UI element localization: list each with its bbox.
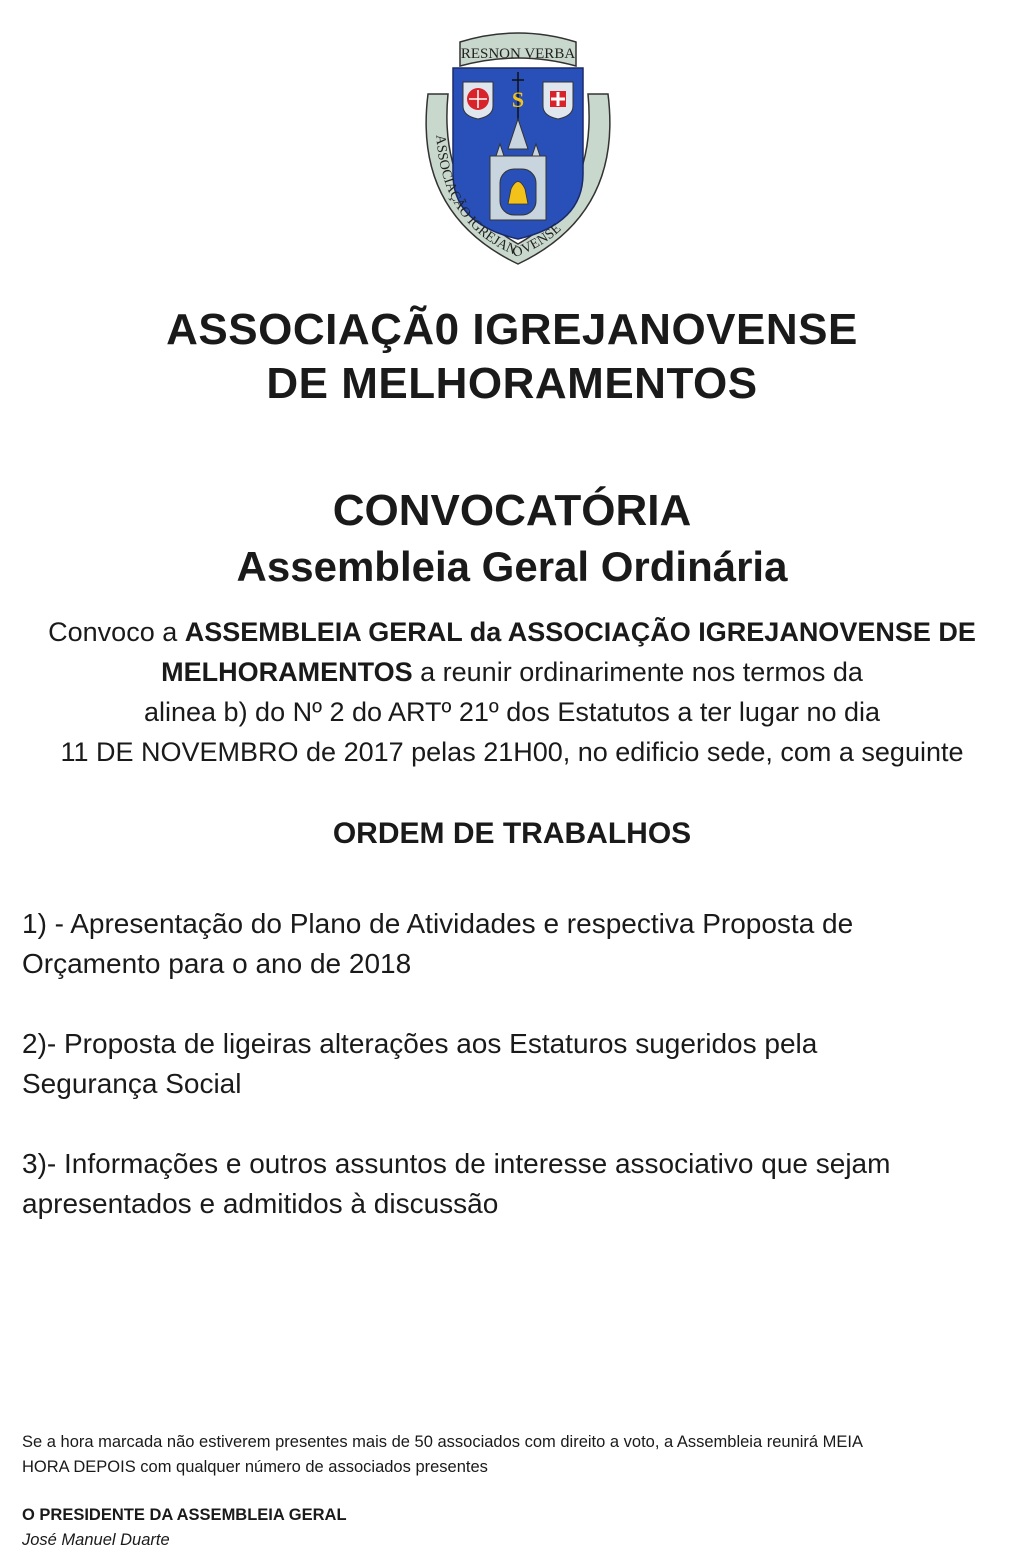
agenda-item-line: Segurança Social [22,1068,242,1099]
agenda-item-line: 3)- Informações e outros assuntos de interesse associativo que sejam [22,1148,891,1179]
quorum-note-line: HORA DEPOIS com qualquer número de associados presentes [22,1458,488,1476]
intro-line4: 11 DE NOVEMBRO de 2017 pelas 21H00, no edificio sede, com a seguinte [60,737,964,767]
quorum-note-line: Se a hora marcada não estiverem presentes mais de 50 associados com direito a voto, a Assembleia reunirá MEIA [22,1433,864,1451]
motto-text: RESNON VERBA [460,46,576,62]
intro-paragraph [0,612,1024,772]
document-subtitle: Assembleia Geral Ordinária [236,543,788,590]
org-title-line1: ASSOCIAÇÃ0 IGREJANOVENSE [166,305,858,354]
document-title: CONVOCATÓRIA [332,486,692,535]
agenda-title: ORDEM DE TRABALHOS [332,817,692,850]
signer-name: José Manuel Duarte [22,1531,170,1549]
signer-title: O PRESIDENTE DA ASSEMBLEIA GERAL [22,1506,347,1524]
quorum-note [22,1430,1002,1480]
association-crest-logo [408,24,628,274]
org-title-line2: DE MELHORAMENTOS [266,359,758,408]
agenda-item [22,1144,982,1224]
agenda-item-line: 1) - Apresentação do Plano de Atividades e respectiva Proposta de [22,908,854,939]
organization-title [0,303,1024,411]
intro-text-1: Convoco a [48,617,185,647]
ribbon-text: ASSOCIAÇÃO IGREJANOVENSE [432,134,565,262]
intro-line3: alinea b) do Nº 2 do ARTº 21º dos Estatutos a ter lugar no dia [143,697,881,727]
svg-text:S: S [511,87,525,112]
agenda-item [22,1024,982,1104]
agenda-item-line: apresentados e admitidos à discussão [22,1188,499,1219]
agenda-item [22,904,982,984]
agenda-item-line: Orçamento para o ano de 2018 [22,948,412,979]
intro-text-2: a reunir ordinarimente nos termos da [412,657,863,687]
agenda-item-line: 2)- Proposta de ligeiras alterações aos Estaturos sugeridos pela [22,1028,818,1059]
intro-bold-org: ASSEMBLEIA GERAL da ASSOCIAÇÃO IGREJANOVENSE DE MELHORAMENTOS [161,617,976,687]
